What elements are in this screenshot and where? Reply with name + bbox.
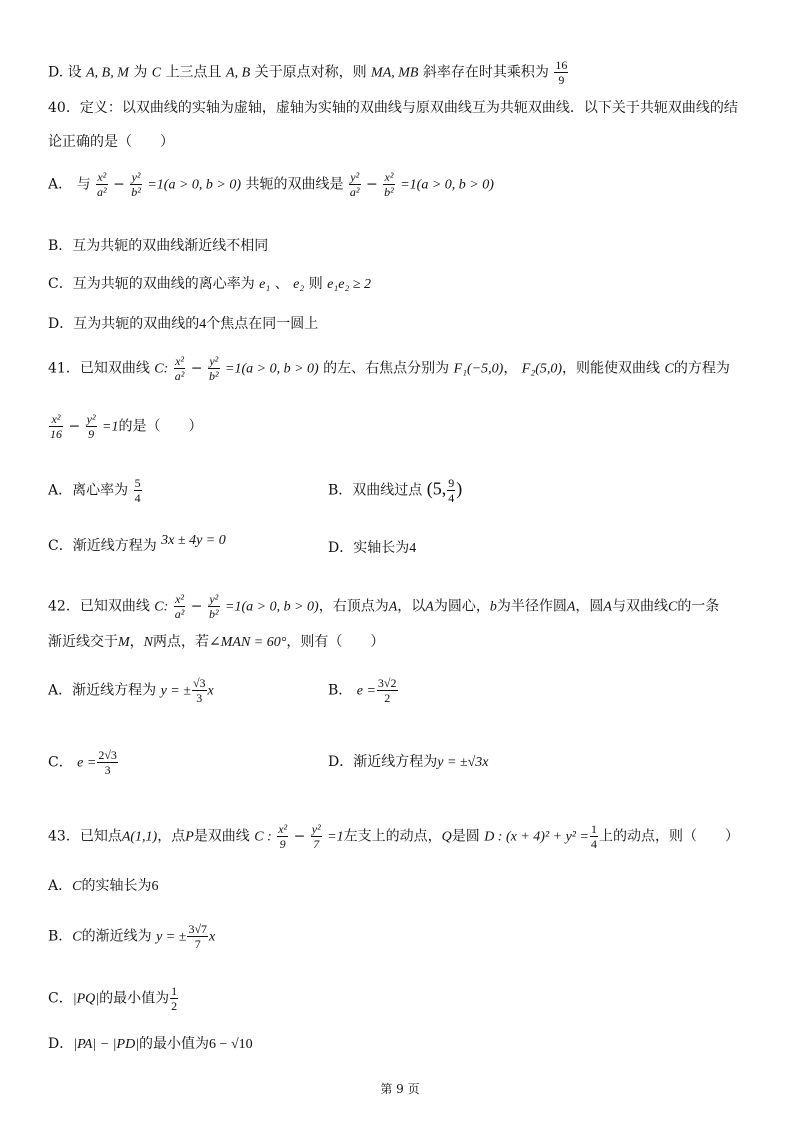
- option-label: B．: [328, 682, 353, 699]
- q43-option-a: A．C的实轴长为6: [48, 878, 159, 894]
- q40-option-c: C．互为共轭的双曲线的离心率为 e₁ 、 e₂ 则 e₁e₂ ≥ 2: [48, 276, 372, 292]
- option-label: D．: [48, 316, 74, 332]
- q40-option-d: D．互为共轭的双曲线的4个焦点在同一圆上: [48, 316, 319, 332]
- option-label: B．: [48, 238, 73, 254]
- question-number: 41．: [48, 360, 80, 377]
- q43-option-c: C．|PQ|的最小值为 $\frac{1}{2}$: [48, 984, 178, 1013]
- q43-option-b: B．C的渐近线为 y = ± $\frac{3√7}{7}$ x: [48, 922, 216, 951]
- q42-option-c: C． e = $\frac{2√3}{3}$: [48, 748, 117, 777]
- option-label: A．: [48, 878, 73, 894]
- q41-option-d: D．实轴长为4: [328, 540, 417, 556]
- q42-stem: 42．已知双曲线 C: $\frac{\text{x²}}{\text{a²}}$ − $\frac{\text{y²}}{\text{b²}}$ =1(a > 0, b > 0)，右顶点为A，以A为圆心，b为半径作圆A，圆A与双曲线C的一条: [48, 592, 720, 621]
- option-label: C．: [48, 538, 73, 554]
- q41-stem-line2: $\frac{\text{x²}}{16}$ − $\frac{\text{y²}}{9}$ =1的是（ ）: [50, 412, 203, 441]
- option-label: B．: [328, 482, 353, 499]
- question-number: 43．: [48, 828, 80, 845]
- q43-option-d: D．|PA| − |PD|的最小值为6 − √10: [48, 1036, 253, 1052]
- q42-option-b: B． e = $\frac{3√2}{2}$: [328, 676, 397, 705]
- option-label: A．: [48, 482, 73, 499]
- option-label: A．: [48, 682, 73, 699]
- q41-stem: 41．已知双曲线 C: $\frac{\text{x²}}{\text{a²}}$ − $\frac{\text{y²}}{\text{b²}}$ =1(a > 0, b > 0) 的左、右焦点分别为 F₁(−5,0)， F₂(5,0)，则能使双曲线 C的方程为: [48, 354, 730, 383]
- option-label: D．: [48, 1036, 74, 1052]
- q40-stem-line2: 论正确的是（ ）: [48, 134, 174, 150]
- option-label: C．: [48, 990, 73, 1007]
- fraction: $\frac{16}{9}$: [555, 58, 568, 87]
- q42-option-d: D．渐近线方程为y = ±√3x: [328, 754, 489, 770]
- question-number: 42．: [48, 598, 80, 615]
- page-footer: 第 9 页: [380, 1082, 420, 1096]
- q42-option-a: A．渐近线方程为 y = ± $\frac{√3}{3}$ x: [48, 676, 214, 705]
- question-number: 40．: [48, 100, 80, 116]
- q43-stem: 43．已知点A(1,1)，点P是双曲线 C : $\frac{\text{x²}}{9}$ − $\frac{\text{y²}}{7}$ =1左支上的动点，Q是圆 D : (x + 4)² + y² = $\frac{1}{4}$ 上的动点，则（ ）: [48, 822, 739, 851]
- option-label: A．: [48, 176, 73, 193]
- option-label: B．: [48, 928, 73, 945]
- option-label: D.: [48, 64, 64, 81]
- q40-option-a: A． 与 $\frac{\text{x²}}{\text{a²}}$ − $\frac{\text{y²}}{\text{b²}}$ =1(a > 0, b > 0) 共轭的双曲线是 $\frac{\text{y²}}{\text{a²}}$ − $\frac{\text{x²}}{\text{b²}}$ =1(a > 0, b > 0): [48, 170, 494, 199]
- q40-option-b: B．互为共轭的双曲线渐近线不相同: [48, 238, 269, 254]
- option-label: D．: [328, 754, 354, 770]
- q39-option-d: D. 设 A, B, M 为 C 上三点且 A, B 关于原点对称，则 MA, MB 斜率存在时其乘积为 $\frac{16}{9}$: [48, 58, 568, 87]
- q41-option-a: A．离心率为 $\frac{5}{4}$: [48, 476, 141, 505]
- option-label: D．: [328, 540, 354, 556]
- q42-stem-line2: 渐近线交于M，N两点，若∠MAN = 60°，则有（ ）: [48, 634, 385, 650]
- q41-option-b: B．双曲线过点 (5, $\frac{9}{4}$ ): [328, 476, 463, 505]
- q40-stem: 40．定义：以双曲线的实轴为虚轴，虚轴为实轴的双曲线与原双曲线互为共轭双曲线．以下关于共轭双曲线的结: [48, 100, 738, 116]
- option-label: C．: [48, 754, 73, 771]
- q41-option-c: C．渐近线方程为 3x ± 4y = 0: [48, 533, 226, 554]
- option-label: C．: [48, 276, 73, 292]
